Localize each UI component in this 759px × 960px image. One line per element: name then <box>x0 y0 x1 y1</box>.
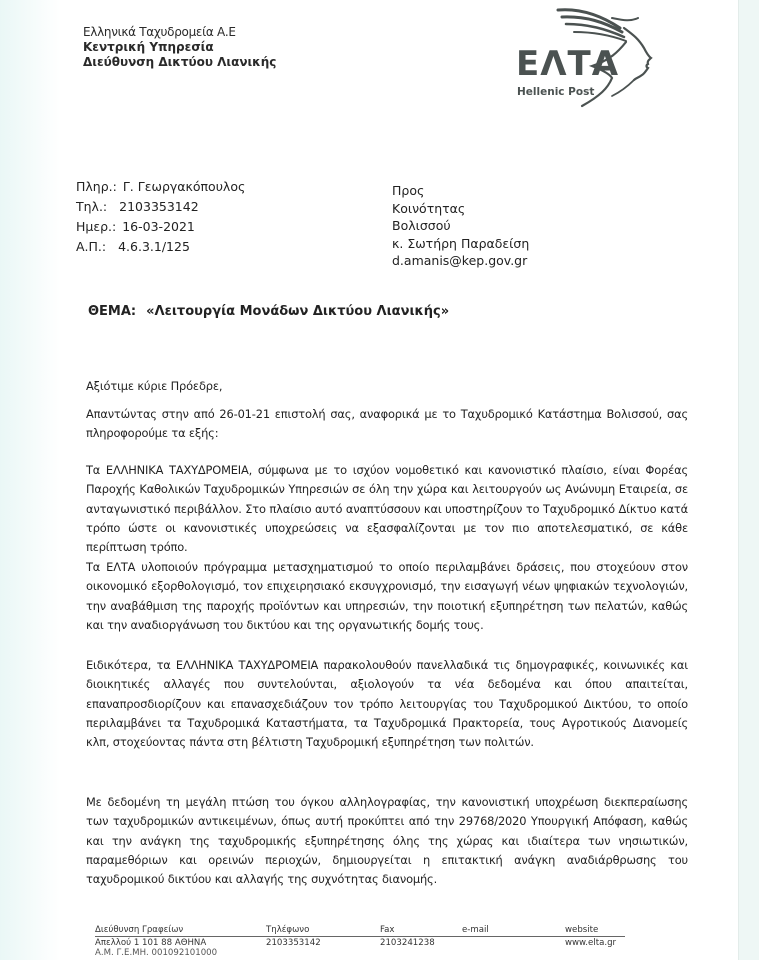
footer-phone-label: Τηλέφωνο <box>266 925 310 935</box>
recipient-email: d.amanis@kep.gov.gr <box>392 253 528 269</box>
phone-label: Τηλ.: <box>76 199 108 214</box>
recipient-to: Προς <box>392 183 425 198</box>
footer-email-label: e-mail <box>462 925 489 935</box>
phone-value: 2103353142 <box>119 199 199 214</box>
ref-value: 4.6.3.1/125 <box>118 239 190 254</box>
paragraph-5: Με δεδομένη τη μεγάλη πτώση του όγκου αλληλογραφίας, την κανονιστική υποχρέωση διεκπεραίωσης των ταχυδρομικών αντικειμένων, όπως αυτή προκύπτει από την 29768/2020 Υπουργική Απόφαση, καθώς και την ανάγκη της ταχυδρομικής εξυπηρέτησης όλης της χώρας και ιδιαίτερα των νησιωτικών, παραμεθόριων και ορεινών περιοχών, δημιουργείται η επιτακτική ανάγκη αναδιάρθρωσης του ταχυδρομικού δικτύου και αλλαγής της συχνότητας διανομής. <box>86 795 688 887</box>
recipient-line-1: Κοινότητας <box>392 200 466 216</box>
footer-fax <box>380 925 435 948</box>
salutation: Αξιότιμε κύριε Πρόεδρε, <box>86 379 223 393</box>
subject-line <box>88 304 449 319</box>
ref-label: Α.Π.: <box>76 239 107 254</box>
letterhead <box>83 25 276 70</box>
department-name: Κεντρική Υπηρεσία <box>83 40 214 54</box>
footer-address <box>95 925 217 959</box>
paragraph-4: Ειδικότερα, τα ΕΛΛΗΝΙΚΑ ΤΑΧΥΔΡΟΜΕΙΑ παρακολουθούν πανελλαδικά τις δημογραφικές, κοινωνικές και διοικητικές αλλαγές που συντελούνται, αξιολογούν τα νέα δεδομένα και όπου απαιτείται, επαναπροσδιορίζουν και επανασχεδιάζουν τον τρόπο λειτουργίας του Ταχυδρομικού Δικτύου, το οποίο περιλαμβάνει τα Ταχυδρομικά Καταστήματα, τα Ταχυδρομικά Πρακτορεία, τους Αγροτικούς Διανομείς κλπ, στοχεύοντας πάντα στη βέλτιστη Ταχυδρομική εξυπηρέτηση των πολιτών. <box>86 658 688 750</box>
scan-edge-left <box>0 0 60 960</box>
recipient-line-3: κ. Σωτήρη Παραδείση <box>392 235 530 251</box>
footer-address-value: Απελλού 1 101 88 ΑΘΗΝΑ <box>95 937 207 948</box>
contact-label: Πληρ.: <box>76 179 117 194</box>
subject-text: «Λειτουργία Μονάδων Δικτύου Λιανικής» <box>146 304 450 319</box>
scan-edge-right <box>738 0 759 960</box>
paragraph-1: Απαντώντας στην από 26-01-21 επιστολή σας, αναφορικά με το Ταχυδρομικό Κατάστημα Βολισσού, σας πληροφορούμε τα εξής: <box>86 407 688 441</box>
footer-website <box>565 925 616 948</box>
logo-wordmark: ΕΛΤΑ <box>516 44 620 84</box>
date-label: Ημερ.: <box>76 219 117 234</box>
footer-website-label: website <box>565 925 599 935</box>
elta-logo <box>512 4 672 108</box>
contact-value: Γ. Γεωργακόπουλος <box>122 179 246 194</box>
footer-address-label: Διεύθυνση Γραφείων <box>95 925 184 935</box>
subject-label: ΘΕΜΑ: <box>88 304 137 319</box>
logo-subtitle: Hellenic Post <box>517 86 595 98</box>
footer-website-value: www.elta.gr <box>565 937 617 948</box>
footer-phone-value: 2103353142 <box>266 937 321 948</box>
letter-meta <box>76 177 245 257</box>
division-name: Διεύθυνση Δικτύου Λιανικής <box>83 55 277 69</box>
footer-fax-value: 2103241238 <box>380 937 435 948</box>
paragraph-3: Τα ΕΛΤΑ υλοποιούν πρόγραμμα μετασχηματισμού το οποίο περιλαμβάνει δράσεις, που στοχεύουν στον οικονομικό εξορθολογισμό, τον επιχειρησιακό εκσυγχρονισμό, την εισαγωγή νέων ψηφιακών τεχνολογιών, την αναβάθμιση της παροχής προϊόντων και υπηρεσιών, την ποιοτική εξυπηρέτηση των πελατών, καθώς και την αναδιοργάνωση του δικτύου και της οργανωτικής δομής τους. <box>86 560 688 632</box>
footer-fax-label: Fax <box>380 925 395 935</box>
company-name: Ελληνικά Ταχυδρομεία Α.Ε <box>83 25 236 39</box>
paragraph-2: Τα ΕΛΛΗΝΙΚΑ ΤΑΧΥΔΡΟΜΕΙΑ, σύμφωνα με το ισχύον νομοθετικό και κανονιστικό πλαίσιο, είναι Φορέας Παροχής Καθολικών Ταχυδρομικών Υπηρεσιών σε όλη την χώρα και λειτουργούν ως Ανώνυμη Εταιρεία, σε ανταγωνιστικό περιβάλλον. Στο πλαίσιο αυτό αναπτύσσουν και υποστηρίζουν το Ταχυδρομικό Δίκτυο κατά τρόπο ώστε οι κανονιστικές υποχρεώσεις να εξασφαλίζονται με τον πιο αποτελεσματικό, σε κάθε περίπτωση τρόπο. <box>86 463 688 555</box>
recipient-block <box>392 182 529 270</box>
footer-phone <box>266 925 321 948</box>
recipient-line-2: Βολισσού <box>392 218 451 234</box>
footer-email <box>462 925 489 938</box>
date-value: 16-03-2021 <box>122 219 195 234</box>
footer-registry: Α.Μ. Γ.Ε.ΜΗ. 001092101000 <box>95 948 218 958</box>
